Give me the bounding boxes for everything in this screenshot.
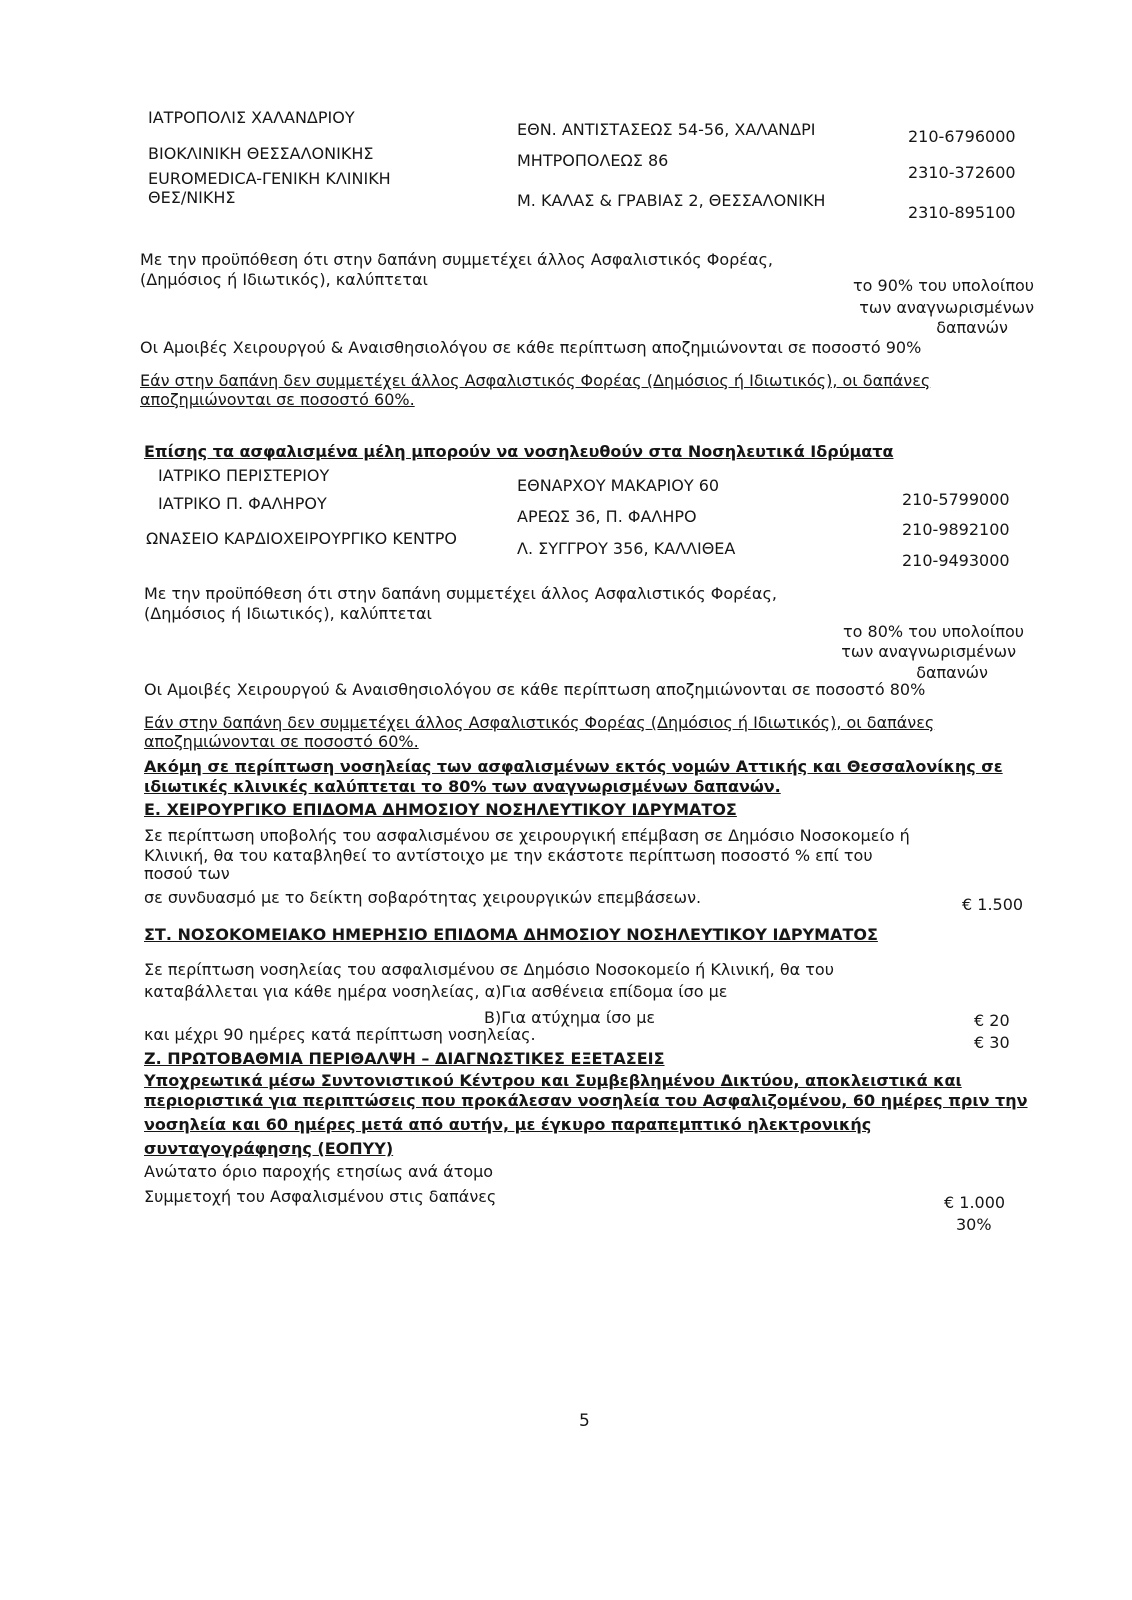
cond-a-line2: (Δημόσιος ή Ιδιωτικός), καλύπτεται	[140, 270, 428, 289]
cond-b-pct-line2: των αναγνωρισμένων	[841, 642, 1016, 661]
inst-a1-name: ΙΑΤΡΟΠΟΛΙΣ ΧΑΛΑΝΔΡΙΟΥ	[148, 108, 355, 127]
section-z-limit-label: Ανώτατο όριο παροχής ετησίως ανά άτομο	[144, 1162, 494, 1181]
page-number: 5	[579, 1411, 590, 1431]
section-st-amount1: € 20	[974, 1011, 1010, 1030]
section-z-bold-line3: νοσηλεία και 60 ημέρες μετά από αυτήν, με έγκυρο παραπεμπτικό ηλεκτρονικής	[144, 1115, 872, 1134]
section-e-heading: Ε. ΧΕΙΡΟΥΡΓΙΚΟ ΕΠΙΔΟΜΑ ΔΗΜΟΣΙΟΥ ΝΟΣΗΛΕΥΤΙΚΟΥ ΙΔΡΥΜΑΤΟΣ	[144, 800, 737, 819]
cond-a-line1: Με την προϋπόθεση ότι στην δαπάνη συμμετέχει άλλος Ασφαλιστικός Φορέας,	[140, 250, 773, 269]
cond-a-no-other-line1: Εάν στην δαπάνη δεν συμμετέχει άλλος Ασφαλιστικός Φορέας (Δημόσιος ή Ιδιωτικός), οι δαπάνες	[140, 371, 931, 390]
also-institutions-heading: Επίσης τα ασφαλισμένα μέλη μπορούν να νοσηλευθούν στα Νοσηλευτικά Ιδρύματα	[144, 442, 894, 461]
inst-b2-phone: 210-9892100	[902, 520, 1010, 539]
outside-regions-note-line1: Ακόμη σε περίπτωση νοσηλείας των ασφαλισμένων εκτός νομών Αττικής και Θεσσαλονίκης σε	[144, 757, 1003, 776]
inst-a3-phone: 2310-895100	[908, 203, 1016, 222]
section-e-line2: Κλινική, θα του καταβληθεί το αντίστοιχο με την εκάστοτε περίπτωση ποσοστό % επί του	[144, 846, 873, 865]
section-e-line3: ποσού των	[144, 864, 230, 883]
section-e-amount: € 1.500	[962, 895, 1024, 914]
inst-b3-address: Λ. ΣΥΓΓΡΟΥ 356, ΚΑΛΛΙΘΕΑ	[517, 539, 736, 558]
inst-a2-phone: 2310-372600	[908, 163, 1016, 182]
inst-b2-address: ΑΡΕΩΣ 36, Π. ΦΑΛΗΡΟ	[517, 507, 697, 526]
cond-b-pct-line1: το 80% του υπολοίπου	[843, 622, 1024, 641]
section-e-line4: σε συνδυασμό με το δείκτη σοβαρότητας χειρουργικών επεμβάσεων.	[144, 888, 702, 907]
section-z-copay-label: Συμμετοχή του Ασφαλισμένου στις δαπάνες	[144, 1187, 497, 1206]
section-st-line4: και μέχρι 90 ημέρες κατά περίπτωση νοσηλείας.	[144, 1025, 536, 1044]
inst-b1-phone: 210-5799000	[902, 490, 1010, 509]
inst-b2-name: ΙΑΤΡΙΚΟ Π. ΦΑΛΗΡΟΥ	[158, 494, 327, 513]
section-st-amount2: € 30	[974, 1033, 1010, 1052]
inst-a1-phone: 210-6796000	[908, 127, 1016, 146]
section-st-line2: καταβάλλεται για κάθε ημέρα νοσηλείας, α)Για ασθένεια επίδομα ίσο με	[144, 982, 728, 1001]
cond-b-line1: Με την προϋπόθεση ότι στην δαπάνη συμμετέχει άλλος Ασφαλιστικός Φορέας,	[144, 584, 777, 603]
section-st-line1: Σε περίπτωση νοσηλείας του ασφαλισμένου σε Δημόσιο Νοσοκομείο ή Κλινική, θα του	[144, 960, 834, 979]
section-z-limit-value: € 1.000	[944, 1193, 1006, 1212]
section-e-line1: Σε περίπτωση υποβολής του ασφαλισμένου σε χειρουργική επέμβαση σε Δημόσιο Νοσοκομείο ή	[144, 826, 910, 845]
inst-a2-name: ΒΙΟΚΛΙΝΙΚΗ ΘΕΣΣΑΛΟΝΙΚΗΣ	[148, 144, 374, 163]
section-z-bold-line1: Υποχρεωτικά μέσω Συντονιστικού Κέντρου και Συμβεβλημένου Δικτύου, αποκλειστικά και	[144, 1071, 962, 1090]
section-z-heading: Ζ. ΠΡΩΤΟΒΑΘΜΙΑ ΠΕΡΙΘΑΛΨΗ – ΔΙΑΓΝΩΣΤΙΚΕΣ ΕΞΕΤΑΣΕΙΣ	[144, 1049, 665, 1068]
cond-a-no-other-line2: αποζημιώνονται σε ποσοστό 60%.	[140, 390, 415, 409]
cond-b-no-other-line2: αποζημιώνονται σε ποσοστό 60%.	[144, 732, 419, 751]
cond-a-fees: Οι Αμοιβές Χειρουργού & Αναισθησιολόγου σε κάθε περίπτωση αποζημιώνονται σε ποσοστό 90%	[140, 338, 922, 357]
inst-a2-address: ΜΗΤΡΟΠΟΛΕΩΣ 86	[517, 151, 669, 170]
inst-a3-name-line1: EUROMEDICA-ΓΕΝΙΚΗ ΚΛΙΝΙΚΗ	[148, 169, 391, 188]
cond-b-no-other-line1: Εάν στην δαπάνη δεν συμμετέχει άλλος Ασφαλιστικός Φορέας (Δημόσιος ή Ιδιωτικός), οι δαπάνες	[144, 713, 935, 732]
section-z-bold-line2: περιοριστικά για περιπτώσεις που προκάλεσαν νοσηλεία του Ασφαλιζομένου, 60 ημέρες πριν την	[144, 1091, 1028, 1110]
inst-a3-address: Μ. ΚΑΛΑΣ & ΓΡΑΒΙΑΣ 2, ΘΕΣΣΑΛΟΝΙΚΗ	[517, 191, 826, 210]
cond-b-fees: Οι Αμοιβές Χειρουργού & Αναισθησιολόγου σε κάθε περίπτωση αποζημιώνονται σε ποσοστό 80%	[144, 680, 926, 699]
section-z-bold-line4: συνταγογράφησης (ΕΟΠΥΥ)	[144, 1139, 394, 1158]
cond-a-pct-line3: δαπανών	[936, 318, 1008, 337]
inst-a1-address: ΕΘΝ. ΑΝΤΙΣΤΑΣΕΩΣ 54-56, ΧΑΛΑΝΔΡΙ	[517, 120, 816, 139]
inst-b3-phone: 210-9493000	[902, 551, 1010, 570]
cond-a-pct-line1: το 90% του υπολοίπου	[853, 276, 1034, 295]
section-z-copay-value: 30%	[956, 1215, 992, 1234]
inst-a3-name-line2: ΘΕΣ/ΝΙΚΗΣ	[148, 188, 236, 207]
inst-b1-address: ΕΘΝΑΡΧΟΥ ΜΑΚΑΡΙΟΥ 60	[517, 476, 720, 495]
cond-a-pct-line2: των αναγνωρισμένων	[859, 298, 1034, 317]
cond-b-line2: (Δημόσιος ή Ιδιωτικός), καλύπτεται	[144, 604, 432, 623]
inst-b3-name: ΩΝΑΣΕΙΟ ΚΑΡΔΙΟΧΕΙΡΟΥΡΓΙΚΟ ΚΕΝΤΡΟ	[146, 529, 457, 548]
outside-regions-note-line2: ιδιωτικές κλινικές καλύπτεται το 80% των αναγνωρισμένων δαπανών.	[144, 777, 781, 796]
inst-b1-name: ΙΑΤΡΙΚΟ ΠΕΡΙΣΤΕΡΙΟΥ	[158, 466, 330, 485]
cond-b-pct-line3: δαπανών	[916, 663, 988, 682]
section-st-heading: ΣΤ. ΝΟΣΟΚΟΜΕΙΑΚΟ ΗΜΕΡΗΣΙΟ ΕΠΙΔΟΜΑ ΔΗΜΟΣΙΟΥ ΝΟΣΗΛΕΥΤΙΚΟΥ ΙΔΡΥΜΑΤΟΣ	[144, 925, 878, 944]
section-st-line3: Β)Για ατύχημα ίσο με	[484, 1008, 656, 1027]
